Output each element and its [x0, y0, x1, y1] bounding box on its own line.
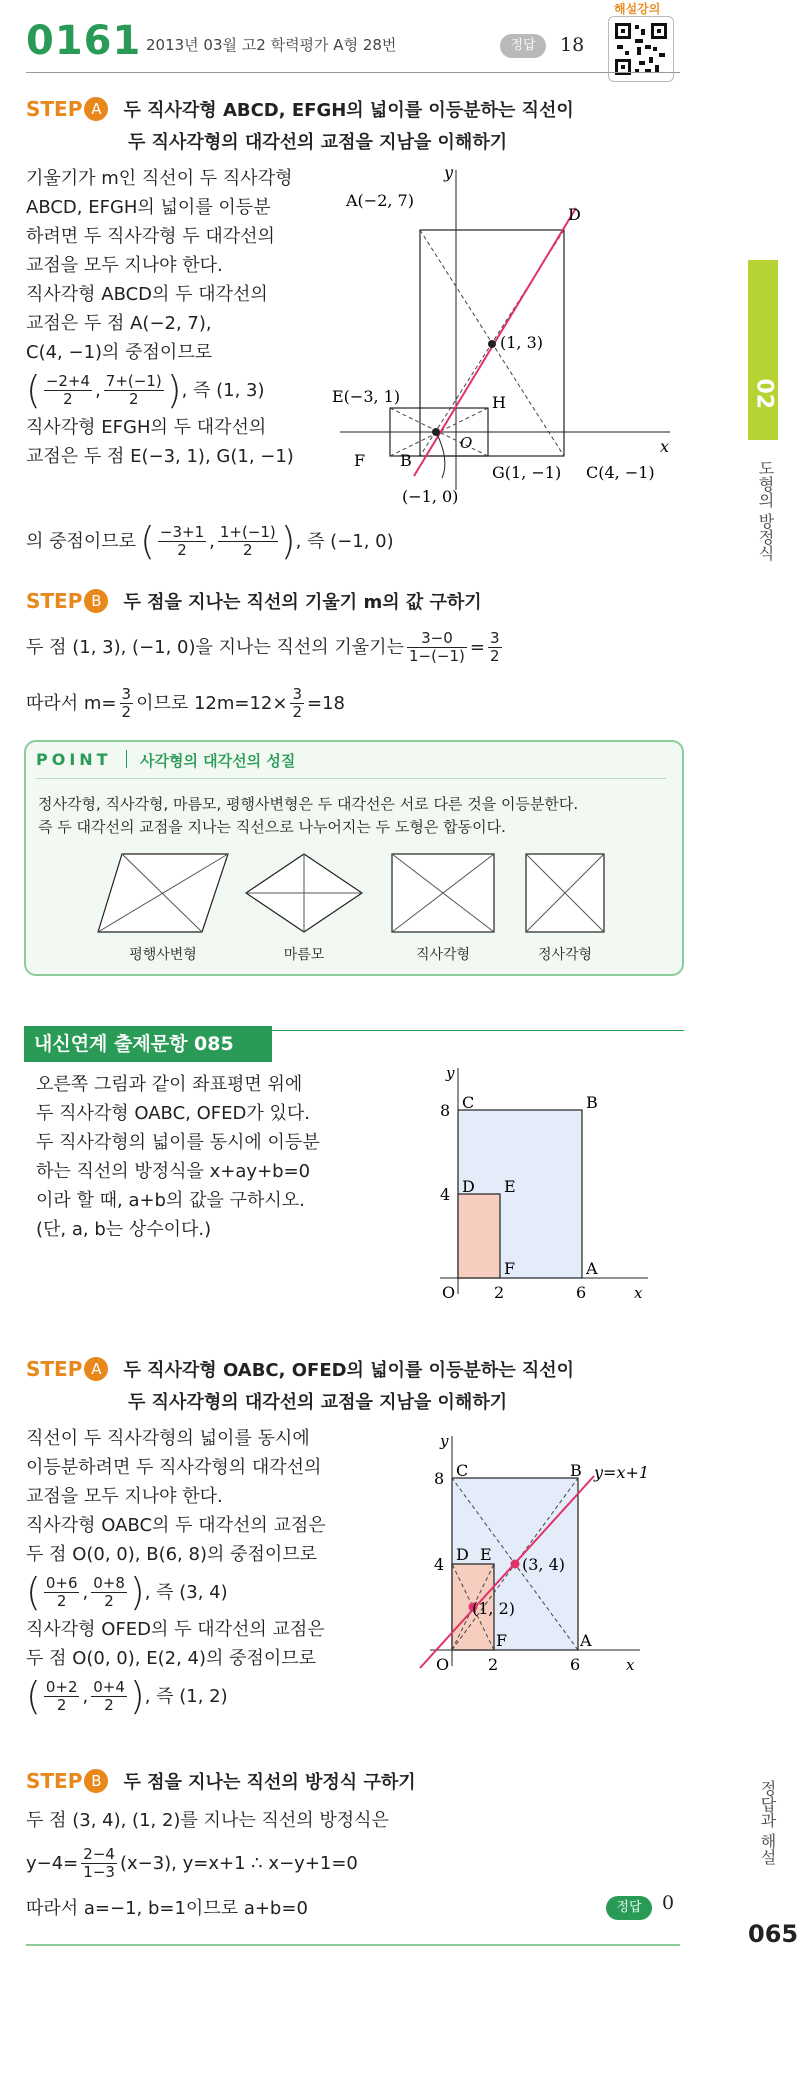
step-badge: A: [84, 1357, 108, 1381]
slope-calc: 두 점 (1, 3), (−1, 0)을 지나는 직선의 기울기는 $\frac{3-0}{1-(-1)}$ = $\frac{3}{2}$: [26, 628, 500, 665]
label-d: D: [568, 205, 581, 224]
point-rule: [36, 778, 666, 779]
chapter-tab: [748, 260, 778, 440]
tick-x6: 6: [570, 1655, 581, 1674]
label-f: F: [504, 1259, 516, 1278]
x-axis-label: x: [626, 1656, 635, 1674]
text-line: 직사각형 EFGH의 두 대각선의: [26, 417, 267, 438]
linked-problem-header: 내신연계 출제문항 085: [24, 1026, 272, 1062]
text-line: C(4, −1)의 중점이므로: [26, 342, 213, 363]
text-line: 직선이 두 직사각형의 넓이를 동시에: [26, 1428, 310, 1449]
label-m1-0: (−1, 0): [402, 487, 459, 506]
text-line: 두 직사각형 OABC, OFED가 있다.: [36, 1103, 310, 1124]
tick-y4: 4: [440, 1185, 451, 1204]
midpoint-ofed: ( $\frac{0+2}{2}$ , $\frac{0+4}{2}$ ) , 즉 (1, 2): [26, 1673, 228, 1718]
tick-y4: 4: [434, 1555, 445, 1574]
text-line: 두 점 O(0, 0), E(2, 4)의 중점이므로: [26, 1648, 317, 1669]
step-tag: STEP: [26, 1357, 83, 1381]
step-b-heading: [26, 588, 482, 614]
label-b: B: [586, 1093, 598, 1112]
point-separator: [126, 750, 127, 768]
tick-x2: 2: [494, 1283, 505, 1302]
text-line: 이라 할 때, a+b의 값을 구하시오.: [36, 1190, 305, 1211]
answer-value: 0: [662, 1892, 675, 1914]
label-c: C(4, −1): [586, 463, 655, 482]
step-title-line2: 두 직사각형의 대각선의 교점을 지남을 이해하기: [128, 1392, 508, 1413]
text-line: ABCD, EFGH의 넓이를 이등분: [26, 197, 271, 218]
text-line: 직사각형 OFED의 두 대각선의 교점은: [26, 1619, 325, 1640]
text-line: 직사각형 OABC의 두 대각선의 교점은: [26, 1515, 326, 1536]
text-line: (단, a, b는 상수이다.): [36, 1219, 212, 1240]
label-c: C: [456, 1461, 469, 1480]
label-1-3: (1, 3): [500, 333, 544, 352]
graph-solution-2: [404, 1432, 684, 1682]
step-a2-heading: [26, 1356, 574, 1382]
midpoint-oabc: ( $\frac{0+6}{2}$ , $\frac{0+8}{2}$ ) , 즉 (3, 4): [26, 1569, 228, 1614]
exam-info: 2013년 03월 고2 학력평가 A형 28번: [146, 36, 397, 54]
problem-number: 0161: [26, 18, 142, 64]
text-line: 이등분하려면 두 직사각형의 대각선의: [26, 1457, 322, 1478]
label-f: F: [496, 1631, 508, 1650]
point-1-3: [488, 340, 496, 348]
label-g: G(1, −1): [492, 463, 562, 482]
square-figure: [526, 854, 604, 932]
label-1-2: (1, 2): [472, 1599, 516, 1618]
parallelogram-figure: [98, 854, 228, 932]
x-axis-label: x: [660, 437, 670, 456]
step-tag: STEP: [26, 97, 83, 121]
step-b2-heading: [26, 1768, 416, 1794]
tick-y8: 8: [434, 1469, 445, 1488]
label-h: H: [492, 393, 506, 412]
linked-problem-text: [36, 1070, 356, 1244]
chapter-title: 도형의 방정식: [756, 460, 775, 562]
step-title: 두 직사각형 OABC, OFED의 넓이를 이등분하는 직선이: [123, 1360, 575, 1381]
text-line: 즉 두 대각선의 교점을 지나는 직선으로 나누어지는 두 도형은 합동이다.: [38, 818, 506, 836]
text-line: 오른쪽 그림과 같이 좌표평면 위에: [36, 1074, 303, 1095]
midpoint-abcd: ( $\frac{-2+4}{2}$ , $\frac{7+(-1)}{2}$ ) , 즉 (1, 3): [26, 367, 265, 412]
label-a: A: [580, 1631, 592, 1650]
text-line: 정사각형, 직사각형, 마름모, 평행사변형은 두 대각선은 서로 다른 것을 이등분한다.: [38, 795, 579, 813]
text-line: 교점을 모두 지나야 한다.: [26, 1486, 223, 1507]
graph-oabc-ofed: [420, 1064, 660, 1314]
x-axis-label: x: [634, 1284, 643, 1302]
label-c: C: [462, 1093, 475, 1112]
label-e: E: [480, 1545, 492, 1564]
line-equation-calc: y−4= $\frac{2-4}{1-3}$ (x−3), y=x+1 ∴ x−y+1=0: [26, 1844, 358, 1881]
tick-x2: 2: [488, 1655, 499, 1674]
y-axis-label: y: [440, 1432, 449, 1450]
linked-problem-rule: [272, 1030, 684, 1031]
tick-y8: 8: [440, 1101, 451, 1120]
qr-label: 해설강의: [614, 2, 661, 16]
label-origin: O: [442, 1283, 456, 1302]
answer-value: 18: [560, 34, 585, 56]
point-label: POINT: [36, 750, 112, 769]
answer-badge: 정답: [606, 1896, 652, 1920]
text-line: 교점을 모두 지나야 한다.: [26, 255, 223, 276]
label-d: D: [456, 1545, 469, 1564]
text-line: 두 직사각형의 넓이를 동시에 이등분: [36, 1132, 320, 1153]
shape-label: 평행사변형: [129, 947, 197, 963]
shape-label: 직사각형: [415, 947, 471, 963]
solution-2-text: [26, 1424, 386, 1719]
rectangle-figure: [392, 854, 494, 932]
step-title: 두 점을 지나는 직선의 방정식 구하기: [123, 1772, 416, 1793]
midpoint-efgh: 의 중점이므로 ( $\frac{-3+1}{2}$ , $\frac{1+(-1)}{2}$ ) , 즉 (−1, 0): [26, 518, 394, 563]
bottom-rule: [26, 1944, 680, 1946]
step-badge: B: [84, 589, 108, 613]
line-equation-label: y=x+1: [594, 1463, 650, 1482]
label-3-4: (3, 4): [522, 1555, 566, 1574]
text-line: 교점은 두 점 E(−3, 1), G(1, −1): [26, 446, 294, 467]
label-a: A(−2, 7): [346, 191, 414, 210]
label-origin: O: [436, 1655, 450, 1674]
label-a: A: [586, 1259, 598, 1278]
m-calc: 따라서 m= $\frac{3}{2}$ 이므로 12m=12× $\frac{3}{2}$ =18: [26, 684, 346, 721]
y-axis-label: y: [444, 163, 454, 182]
solution-1-text: [26, 164, 346, 471]
shape-label: 정사각형: [537, 947, 593, 963]
step-a-heading: [26, 96, 574, 122]
text-line: 두 점 (3, 4), (1, 2)를 지나는 직선의 방정식은: [26, 1810, 389, 1831]
step-title: 두 점을 지나는 직선의 기울기 m의 값 구하기: [123, 592, 482, 613]
header-divider: [26, 72, 680, 73]
rect-ofed: [458, 1194, 500, 1278]
chapter-tab-label: 02: [751, 378, 777, 410]
section-title: 정답과 해설: [758, 1780, 777, 1866]
point-body: [38, 793, 578, 839]
label-b: B: [400, 451, 412, 470]
y-axis-label: y: [446, 1064, 455, 1082]
step-tag: STEP: [26, 589, 83, 613]
step-title: 두 직사각형 ABCD, EFGH의 넓이를 이등분하는 직선이: [123, 100, 574, 121]
graph-rectangles-abcd-efgh: [330, 160, 680, 510]
step-tag: STEP: [26, 1769, 83, 1793]
step-badge: A: [84, 97, 108, 121]
label-d: D: [462, 1177, 475, 1196]
shape-label: 마름모: [283, 947, 325, 963]
text-line: 교점은 두 점 A(−2, 7),: [26, 313, 212, 334]
final-line: 따라서 a=−1, b=1이므로 a+b=0: [26, 1898, 308, 1919]
label-origin: O: [460, 434, 473, 452]
point-title: 사각형의 대각선의 성질: [140, 752, 296, 770]
tick-x6: 6: [576, 1283, 587, 1302]
label-e: E: [504, 1177, 516, 1196]
text-line: 하려면 두 직사각형 두 대각선의: [26, 226, 275, 247]
answer-badge: 정답: [500, 34, 546, 58]
step-badge: B: [84, 1769, 108, 1793]
text-line: 기울기가 m인 직선이 두 직사각형: [26, 168, 293, 189]
text-line: 직사각형 ABCD의 두 대각선의: [26, 284, 268, 305]
text-line: 두 점 O(0, 0), B(6, 8)의 중점이므로: [26, 1544, 318, 1565]
label-b: B: [570, 1461, 582, 1480]
quadrilateral-diagrams: [96, 852, 686, 944]
label-f: F: [354, 451, 366, 470]
rhombus-figure: [246, 854, 362, 932]
page-number: 065: [748, 1920, 799, 1948]
step-title-line2: 두 직사각형의 대각선의 교점을 지남을 이해하기: [128, 132, 508, 153]
point-3-4: [511, 1560, 520, 1569]
label-e: E(−3, 1): [332, 387, 401, 406]
text-line: 하는 직선의 방정식을 x+ay+b=0: [36, 1161, 311, 1182]
